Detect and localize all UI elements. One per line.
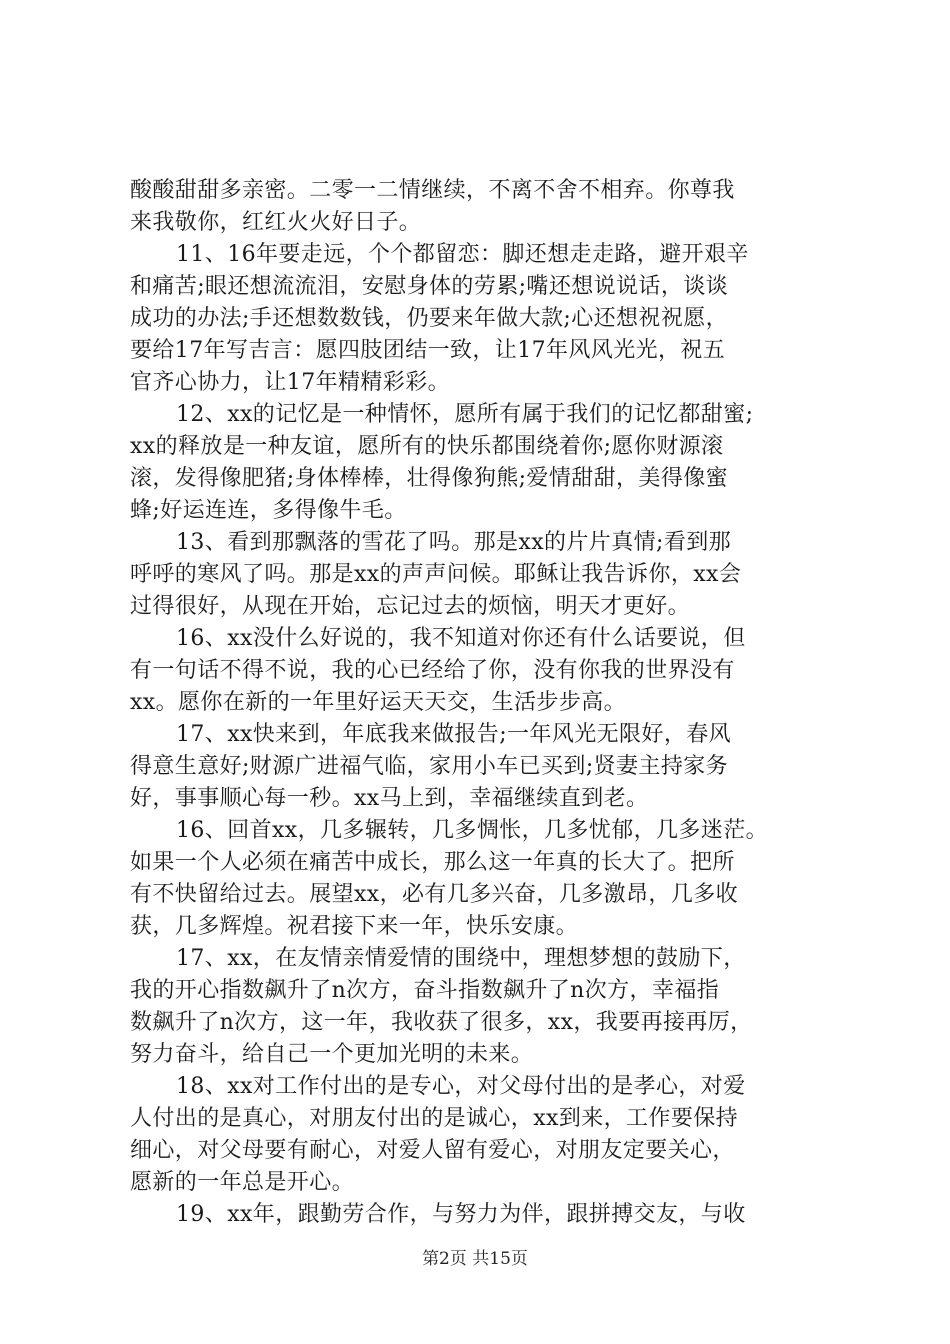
text-line: 17、xx，在友情亲情爱情的围绕中，理想梦想的鼓励下， — [176, 946, 746, 971]
text-line: xx。愿你在新的一年里好运天天交，生活步步高。 — [130, 690, 627, 715]
text-line: 得意生意好;财源广进福气临，家用小车已买到;贤妻主持家务 — [130, 754, 729, 779]
text-line: 和痛苦;眼还想流流泪，安慰身体的劳累;嘴还想说说话，谈谈 — [130, 274, 729, 299]
text-line: 细心，对父母要有耐心，对爱人留有爱心，对朋友定要关心， — [130, 1138, 735, 1163]
text-line: 成功的办法;手还想数数钱，仍要来年做大款;心还想祝祝愿， — [130, 306, 729, 331]
text-line: 有一句话不得不说，我的心已经给了你，没有你我的世界没有 — [130, 658, 735, 683]
text-line: 有不快留给过去。展望xx，必有几多兴奋，几多激昂，几多收 — [130, 882, 739, 907]
text-line: 好，事事顺心每一秒。xx马上到，幸福继续直到老。 — [130, 786, 649, 811]
text-line: 蜂;好运连连，多得像牛毛。 — [130, 498, 407, 523]
text-line: 过得很好，从现在开始，忘记过去的烦恼，明天才更好。 — [130, 594, 691, 619]
text-line: 官齐心协力，让17年精精彩彩。 — [130, 370, 450, 395]
text-line: 人付出的是真心，对朋友付出的是诚心，xx到来，工作要保持 — [130, 1106, 739, 1131]
text-line: 努力奋斗，给自己一个更加光明的未来。 — [130, 1042, 534, 1067]
text-line: 滚，发得像肥猪;身体棒棒，壮得像狗熊;爱情甜甜，美得像蜜 — [130, 466, 729, 491]
text-line: 要给17年写吉言：愿四肢团结一致，让17年风风光光，祝五 — [130, 338, 726, 363]
text-line: 16、回首xx，几多辗转，几多惆怅，几多忧郁，几多迷茫。 — [176, 818, 769, 843]
text-line: 如果一个人必须在痛苦中成长，那么这一年真的长大了。把所 — [130, 850, 735, 875]
text-line: 11、16年要走远，个个都留恋：脚还想走走路，避开艰辛 — [176, 242, 749, 267]
text-line: 18、xx对工作付出的是专心，对父母付出的是孝心，对爱 — [176, 1074, 746, 1099]
text-line: 获，几多辉煌。祝君接下来一年，快乐安康。 — [130, 914, 579, 939]
text-line: 13、看到那飘落的雪花了吗。那是xx的片片真情;看到那 — [176, 530, 732, 555]
text-line: 呼呼的寒风了吗。那是xx的声声问候。耶稣让我告诉你，xx会 — [130, 562, 742, 587]
text-line: 19、xx年，跟勤劳合作，与努力为伴，跟拼搏交友，与收 — [176, 1202, 746, 1227]
text-line: 愿新的一年总是开心。 — [130, 1170, 355, 1195]
text-line: 来我敬你，红红火火好日子。 — [130, 210, 422, 235]
text-line: 17、xx快来到，年底我来做报告;一年风光无限好，春风 — [176, 722, 732, 747]
page-number-footer: 第2页 共15页 — [422, 1249, 528, 1269]
document-body — [130, 175, 830, 1231]
text-line: 16、xx没什么好说的，我不知道对你还有什么话要说，但 — [176, 626, 746, 651]
text-line: 我的开心指数飙升了n次方，奋斗指数飙升了n次方，幸福指 — [130, 978, 720, 1003]
text-line: xx的释放是一种友谊，愿所有的快乐都围绕着你;愿你财源滚 — [130, 434, 724, 459]
text-line: 12、xx的记忆是一种情怀，愿所有属于我们的记忆都甜蜜; — [176, 402, 754, 427]
text-line: 数飙升了n次方，这一年，我收获了很多，xx，我要再接再厉， — [130, 1010, 753, 1035]
text-line: 酸酸甜甜多亲密。二零一二情继续，不离不舍不相弃。你尊我 — [130, 178, 735, 203]
